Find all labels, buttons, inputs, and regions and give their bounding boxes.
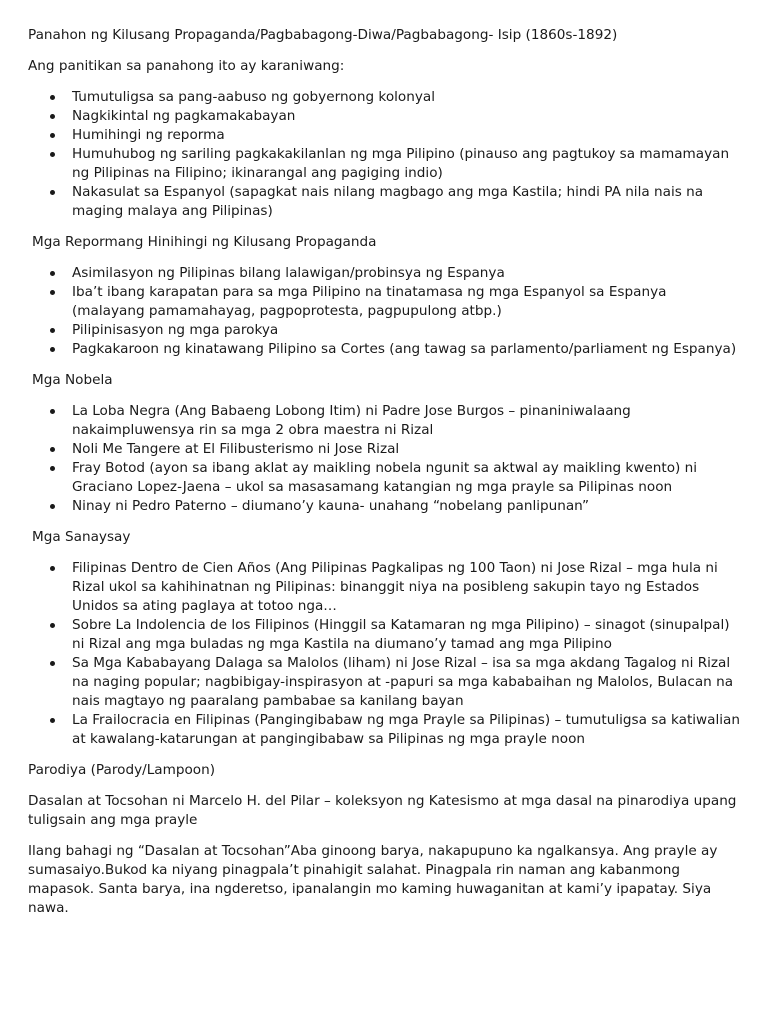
bullet-icon [50,114,55,119]
bullet-icon [50,152,55,157]
list-item-text: Humihingi ng reporma [72,127,225,143]
list-item [28,559,740,616]
list-item-text: La Frailocracia en Filipinas (Pangingibabaw ng mga Prayle sa Pilipinas) – tumutuligsa sa katiwalian at kawalang-katarungan at pangingibabaw sa Pilipinas ng mga prayle noon [72,712,740,747]
list-item [28,321,740,340]
list-item-text: Ninay ni Pedro Paterno – diumano’y kauna- unahang “nobelang panlipunan” [72,498,590,514]
section-parody [28,761,740,918]
list-item-text: Pagkakaroon ng kinatawang Pilipino sa Cortes (ang tawag sa parlamento/parliament ng Espanya) [72,341,737,357]
list-item [28,145,740,183]
bullet-list [28,559,740,749]
paragraph: Dasalan at Tocsohan ni Marcelo H. del Pilar – koleksyon ng Katesismo at mga dasal na pinarodiya upang tuligsain ang mga prayle [28,793,737,828]
bullet-icon [50,718,55,723]
list-item-text: Pilipinisasyon ng mga parokya [72,322,279,338]
list-item [28,107,740,126]
list-item [28,88,740,107]
bullet-icon [50,328,55,333]
section-novels [28,371,740,516]
section-essays [28,528,740,749]
section-reforms [28,233,740,359]
bullet-icon [50,504,55,509]
list-item [28,654,740,711]
list-item-text: Asimilasyon ng Pilipinas bilang lalawigan/probinsya ng Espanya [72,265,505,281]
list-item-text: Humuhubog ng sariling pagkakakilanlan ng mga Pilipino (pinauso ang pagtukoy sa mamamayan ng Pilipinas na Filipino; ikinarangal ang pagiging indio) [72,146,730,181]
bullet-icon [50,409,55,414]
list-item [28,183,740,221]
list-item [28,616,740,654]
list-item-text: Nakasulat sa Espanyol (sapagkat nais nilang magbago ang mga Kastila; hindi PA nila nais na maging malaya ang Pilipinas) [72,184,704,219]
list-item [28,711,740,749]
list-item-text: Tumutuligsa sa pang-aabuso ng gobyernong kolonyal [72,89,436,105]
list-item [28,440,740,459]
section-intro: Ang panitikan sa panahong ito ay karaniwang: [28,58,345,74]
list-item [28,459,740,497]
bullet-icon [50,271,55,276]
bullet-list [28,88,740,221]
list-item-text: Sa Mga Kababayang Dalaga sa Malolos (liham) ni Jose Rizal – isa sa mga akdang Tagalog ni Rizal na naging popular; nagbibigay-inspirasyon at -papuri sa mga kababaihan ng Malolos, Bulacan na nais magtayo ng paaralang pambabae sa kanilang bayan [72,655,734,709]
list-item-text: Sobre La Indolencia de los Filipinos (Hinggil sa Katamaran ng mga Pilipino) – sinagot (sinupalpal) ni Rizal ang mga buladas ng mga Kastila na diumano’y tamad ang mga Pilipino [72,617,730,652]
list-item-text: Filipinas Dentro de Cien Años (Ang Pilipinas Pagkalipas ng 100 Taon) ni Jose Rizal – mga hula ni Rizal ukol sa kahihinatnan ng Pilipinas: binanggit niya na posibleng sakupin tayo ng Estados Unidos sa ating paglaya at totoo nga… [72,560,718,614]
section-heading: Panahon ng Kilusang Propaganda/Pagbabagong-Diwa/Pagbabagong- Isip (1860s-1892) [28,27,618,43]
document-page [28,26,740,930]
bullet-icon [50,290,55,295]
list-item-text: La Loba Negra (Ang Babaeng Lobong Itim) ni Padre Jose Burgos – pinaniniwalaang nakaimpluwensya rin sa mga 2 obra maestra ni Rizal [72,403,631,438]
bullet-icon [50,133,55,138]
section-heading: Mga Repormang Hinihingi ng Kilusang Propaganda [32,234,377,250]
bullet-icon [50,466,55,471]
bullet-icon [50,623,55,628]
list-item-text: Iba’t ibang karapatan para sa mga Pilipino na tinatamasa ng mga Espanyol sa Espanya (malayang pamamahayag, pagpoprotesta, pagpupulong atbp.) [72,284,667,319]
list-item [28,126,740,145]
bullet-icon [50,566,55,571]
section-propaganda-period [28,26,740,221]
bullet-icon [50,447,55,452]
list-item [28,497,740,516]
list-item [28,402,740,440]
section-heading: Mga Nobela [32,372,113,388]
bullet-icon [50,190,55,195]
list-item-text: Fray Botod (ayon sa ibang aklat ay maikling nobela ngunit sa aktwal ay maikling kwento) ni Graciano Lopez-Jaena – ukol sa masasamang katangian ng mga prayle sa Pilipinas noon [72,460,698,495]
paragraph: Ilang bahagi ng “Dasalan at Tocsohan”Aba ginoong barya, nakapupuno ka ngalkansya. Ang prayle ay sumasaiyo.Bukod ka niyang pinagpala’t pinahigit salahat. Pinagpala rin naman ang kabanmong mapasok. Santa barya, ina ngderetso, ipanalangin mo kaming huwaganitan at kami’y ipapatay. Siya nawa. [28,843,718,916]
bullet-list [28,402,740,516]
bullet-icon [50,95,55,100]
bullet-icon [50,661,55,666]
list-item [28,283,740,321]
list-item [28,264,740,283]
bullet-icon [50,347,55,352]
section-heading: Mga Sanaysay [32,529,131,545]
section-heading: Parodiya (Parody/Lampoon) [28,762,216,778]
bullet-list [28,264,740,359]
list-item-text: Noli Me Tangere at El Filibusterismo ni Jose Rizal [72,441,400,457]
list-item-text: Nagkikintal ng pagkamakabayan [72,108,296,124]
list-item [28,340,740,359]
